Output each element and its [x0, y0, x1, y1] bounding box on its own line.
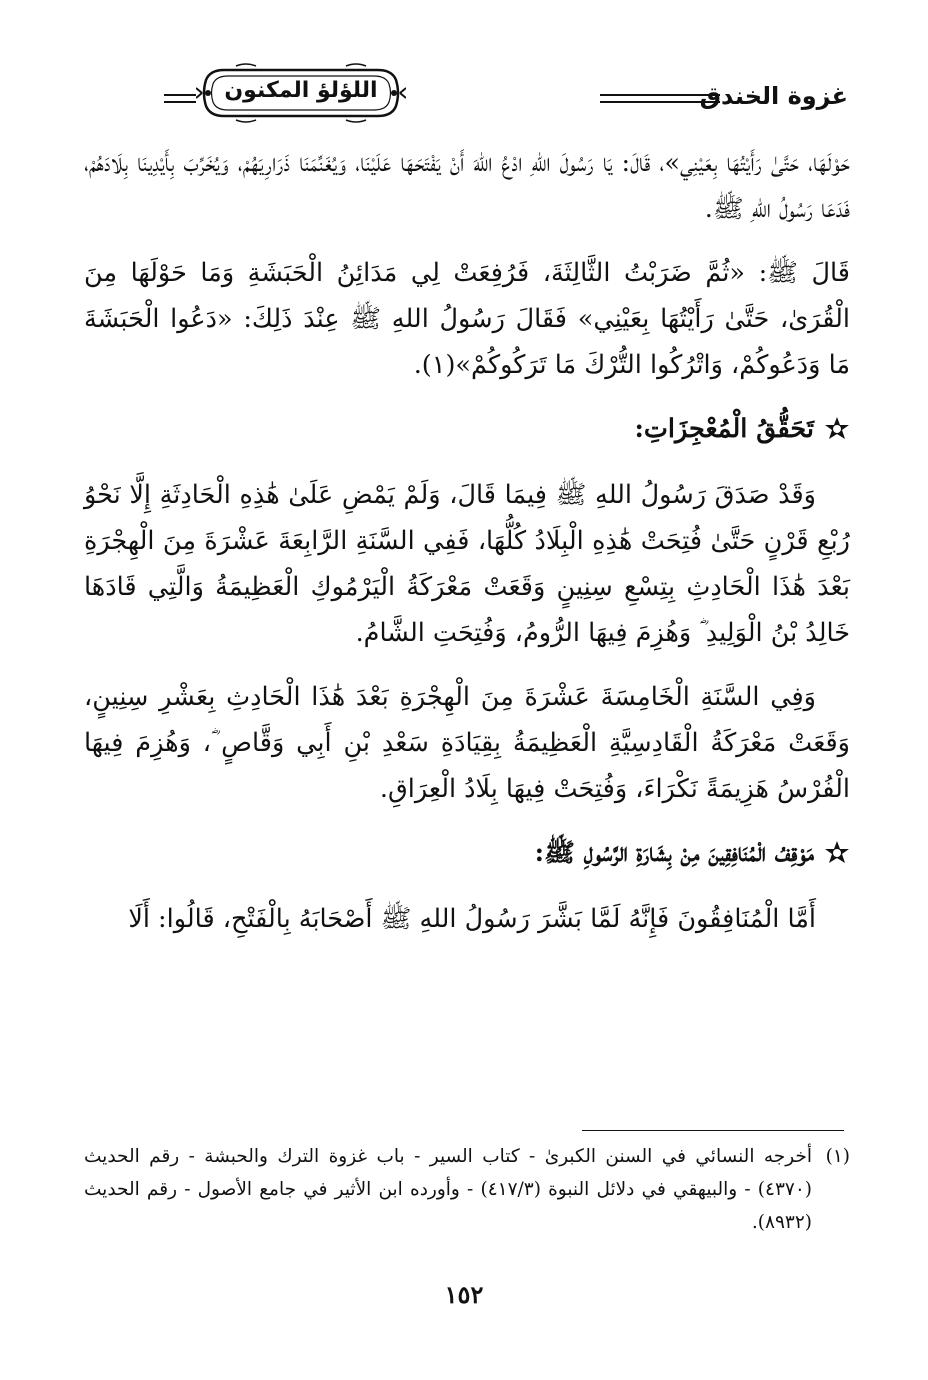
- section-heading: [84, 830, 850, 876]
- paragraph: وَفِي السَّنَةِ الْخَامِسَةَ عَشْرَةَ مِنَ الْهِجْرَةِ بَعْدَ هَٰذَا الْحَادِثِ بِعَشْرِ سِنِينٍ، وَقَعَتْ مَعْرَكَةُ الْقَادِسِيَّةِ الْعَظِيمَةُ بِقِيَادَةِ سَعْدِ بْنِ أَبِي وَقَّاصٍ ؓ، وَهُزِمَ فِيهَا الْفُرْسُ هَزِيمَةً نَكْرَاءَ، وَفُتِحَتْ فِيهَا بِلَادُ الْعِرَاقِ.: [84, 682, 850, 804]
- book-title-cartouche: [196, 62, 406, 124]
- page-number: ١٥٢: [444, 1280, 484, 1309]
- book-title: اللؤلؤ المكنون: [224, 78, 378, 103]
- running-header: [80, 58, 848, 134]
- paragraph: قَالَ ﷺ: «ثُمَّ ضَرَبْتُ الثَّالِثَةَ، فَرُفِعَتْ لِي مَدَائِنُ الْحَبَشَةِ وَمَا حَوْلَهَا مِنَ الْقُرَىٰ، حَتَّىٰ رَأَيْتُهَا بِعَيْنِي» فَقَالَ رَسُولُ اللهِ ﷺ عِنْدَ ذَلِكَ: «دَعُوا الْحَبَشَةَ مَا وَدَعُوكُمْ، وَاتْرُكُوا التُّرْكَ مَا تَرَكُوكُمْ»(١).: [84, 258, 850, 380]
- section-heading-text: مَوْقِفُ الْمُنَافِقِينَ مِنْ بِشَارَةِ الرَّسُولِ ﷺ:: [534, 838, 814, 868]
- header-rule-left: [164, 94, 196, 103]
- chapter-title: غزوة الخندق: [699, 82, 848, 110]
- ornament-star-icon: [824, 840, 850, 866]
- footnote-text: أخرجه النسائي في السنن الكبرىٰ - كتاب السير - باب غزوة الترك والحبشة - رقم الحديث (٤٣٧٠) - والبيهقي في دلائل النبوة (٤١٧/٣) - وأورده ابن الأثير في جامع الأصول - رقم الحديث (٨٩٣٢).: [84, 1146, 812, 1233]
- footnote: [84, 1140, 850, 1239]
- paragraph: وَقَدْ صَدَقَ رَسُولُ اللهِ ﷺ فِيمَا قَالَ، وَلَمْ يَمْضِ عَلَىٰ هَٰذِهِ الْحَادِثَةِ إِلَّا نَحْوُ رُبْعِ قَرْنٍ حَتَّىٰ فُتِحَتْ هَٰذِهِ الْبِلَادُ كُلُّهَا، فَفِي السَّنَةِ الرَّابِعَةَ عَشْرَةَ مِنَ الْهِجْرَةِ بَعْدَ هَٰذَا الْحَادِثِ بِتِسْعِ سِنِينٍ وَقَعَتْ مَعْرَكَةُ الْيَرْمُوكِ الْعَظِيمَةُ وَالَّتِي قَادَهَا خَالِدُ بْنُ الْوَلِيدِ ؓ وَهُزِمَ فِيهَا الرُّومُ، وَفُتِحَتِ الشَّامُ.: [84, 480, 850, 648]
- footnote-marker: (١): [825, 1146, 850, 1167]
- main-text: [84, 140, 850, 960]
- section-heading: [84, 406, 850, 452]
- section-heading-text: تَحَقُّقُ الْمُعْجِزَاتِ:: [634, 414, 814, 444]
- footnote-separator: [582, 1130, 844, 1131]
- paragraph: حَوْلَهَا، حَتَّىٰ رَأَيْتُهَا بِعَيْنِي»، قَالَ: يَا رَسُولَ اللهِ ادْعُ اللهَ أَنْ يَفْتَحَهَا عَلَيْنَا، وَيُغَنِّمَنَا ذَرَارِيَهُمْ، وَيُخَرِّبَ بِأَيْدِينَا بِلَادَهُمْ، فَدَعَا رَسُولُ اللهِ ﷺ.: [84, 148, 850, 224]
- ornament-star-icon: [824, 416, 850, 442]
- header-rule-right: [600, 94, 720, 103]
- paragraph: أَمَّا الْمُنَافِقُونَ فَإِنَّهُ لَمَّا بَشَّرَ رَسُولُ اللهِ ﷺ أَصْحَابَهُ بِالْفَتْحِ، قَالُوا: أَلَا: [128, 904, 816, 934]
